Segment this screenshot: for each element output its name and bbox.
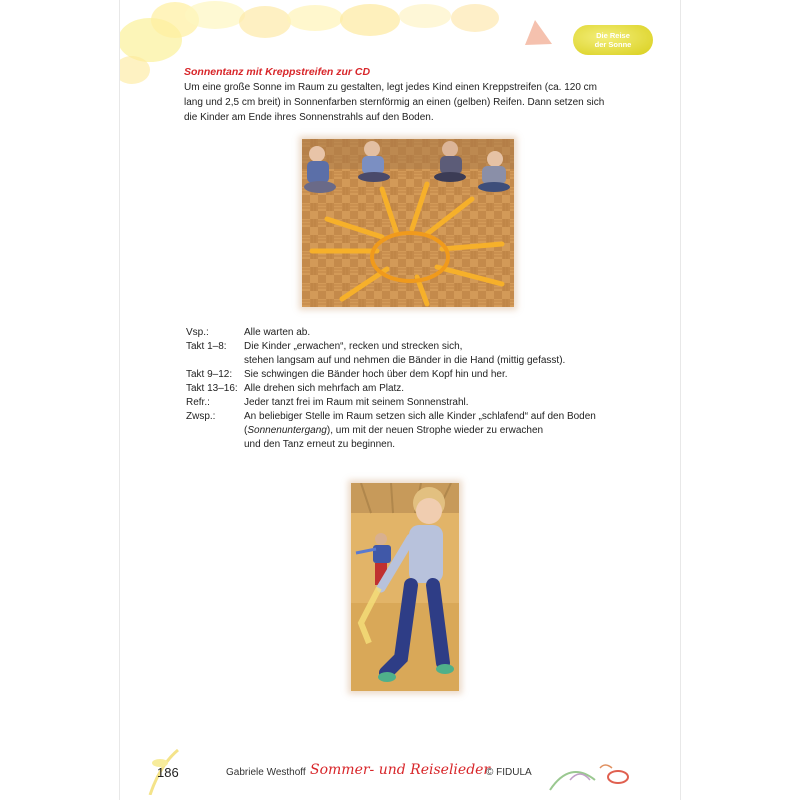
step-row <box>186 340 656 354</box>
step-label: Takt 1–8: <box>186 341 227 352</box>
step-row <box>186 326 656 340</box>
sun-circle-photo <box>302 139 514 307</box>
intro-line: lang und 2,5 cm breit) in Sonnenfarben sternförmig an einen (gelben) Reifen. Dann setzen sich <box>184 97 605 108</box>
step-text: Alle drehen sich mehrfach am Platz. <box>244 383 405 394</box>
intro-line: die Kinder am Ende ihres Sonnenstrahls auf den Boden. <box>184 112 434 123</box>
step-row <box>186 424 656 438</box>
dance-steps <box>186 326 656 452</box>
step-text: Alle warten ab. <box>244 327 311 338</box>
step-label <box>186 438 244 452</box>
step-label: Refr.: <box>186 397 210 408</box>
page-number: 186 <box>157 765 179 780</box>
publisher: © FIDULA <box>486 767 532 778</box>
bird-decoration <box>540 750 640 795</box>
step-text: stehen langsam auf und nehmen die Bänder in die Hand (mittig gefasst). <box>244 355 566 366</box>
step-text: An beliebiger Stelle im Raum setzen sich alle Kinder „schlafend“ auf den Boden <box>244 411 596 422</box>
step-row <box>186 410 656 424</box>
chapter-badge <box>573 25 653 55</box>
page-footer <box>120 745 680 800</box>
author-name: Gabriele Westhoff <box>226 767 306 778</box>
step-row <box>186 368 656 382</box>
step-text: Sie schwingen die Bänder hoch über dem Kopf hin und her. <box>244 369 508 380</box>
step-row <box>186 396 656 410</box>
badge-line-2: der Sonne <box>594 40 632 49</box>
step-row <box>186 438 656 452</box>
step-label: Zwsp.: <box>186 411 216 422</box>
step-label: Takt 13–16: <box>186 383 238 394</box>
step-text: Die Kinder „erwachen“, recken und strecken sich, <box>244 341 463 352</box>
step-label: Takt 9–12: <box>186 369 233 380</box>
step-text-rest: ), um mit der neuen Strophe wieder zu erwachen <box>326 425 544 436</box>
step-text: Jeder tanzt frei im Raum mit seinem Sonnenstrahl. <box>244 397 469 408</box>
intro-paragraph <box>184 80 644 125</box>
step-row <box>186 354 656 368</box>
step-text: und den Tanz erneut zu beginnen. <box>244 439 396 450</box>
step-label: Vsp.: <box>186 327 209 338</box>
paren-open: ( <box>244 425 248 436</box>
book-page <box>120 0 680 800</box>
section-heading: Sonnentanz mit Kreppstreifen zur CD <box>184 66 371 78</box>
step-text <box>244 424 543 438</box>
step-row <box>186 382 656 396</box>
intro-line: Um eine große Sonne im Raum zu gestalten, legt jedes Kind einen Kreppstreifen (ca. 120 cm <box>184 82 597 93</box>
dancing-child-photo <box>351 483 459 691</box>
book-title: Sommer- und Reiselieder <box>310 762 491 778</box>
badge-line-1: Die Reise <box>596 31 630 40</box>
step-label <box>186 424 244 438</box>
step-label <box>186 354 244 368</box>
italic-term: Sonnenuntergang <box>247 425 327 436</box>
